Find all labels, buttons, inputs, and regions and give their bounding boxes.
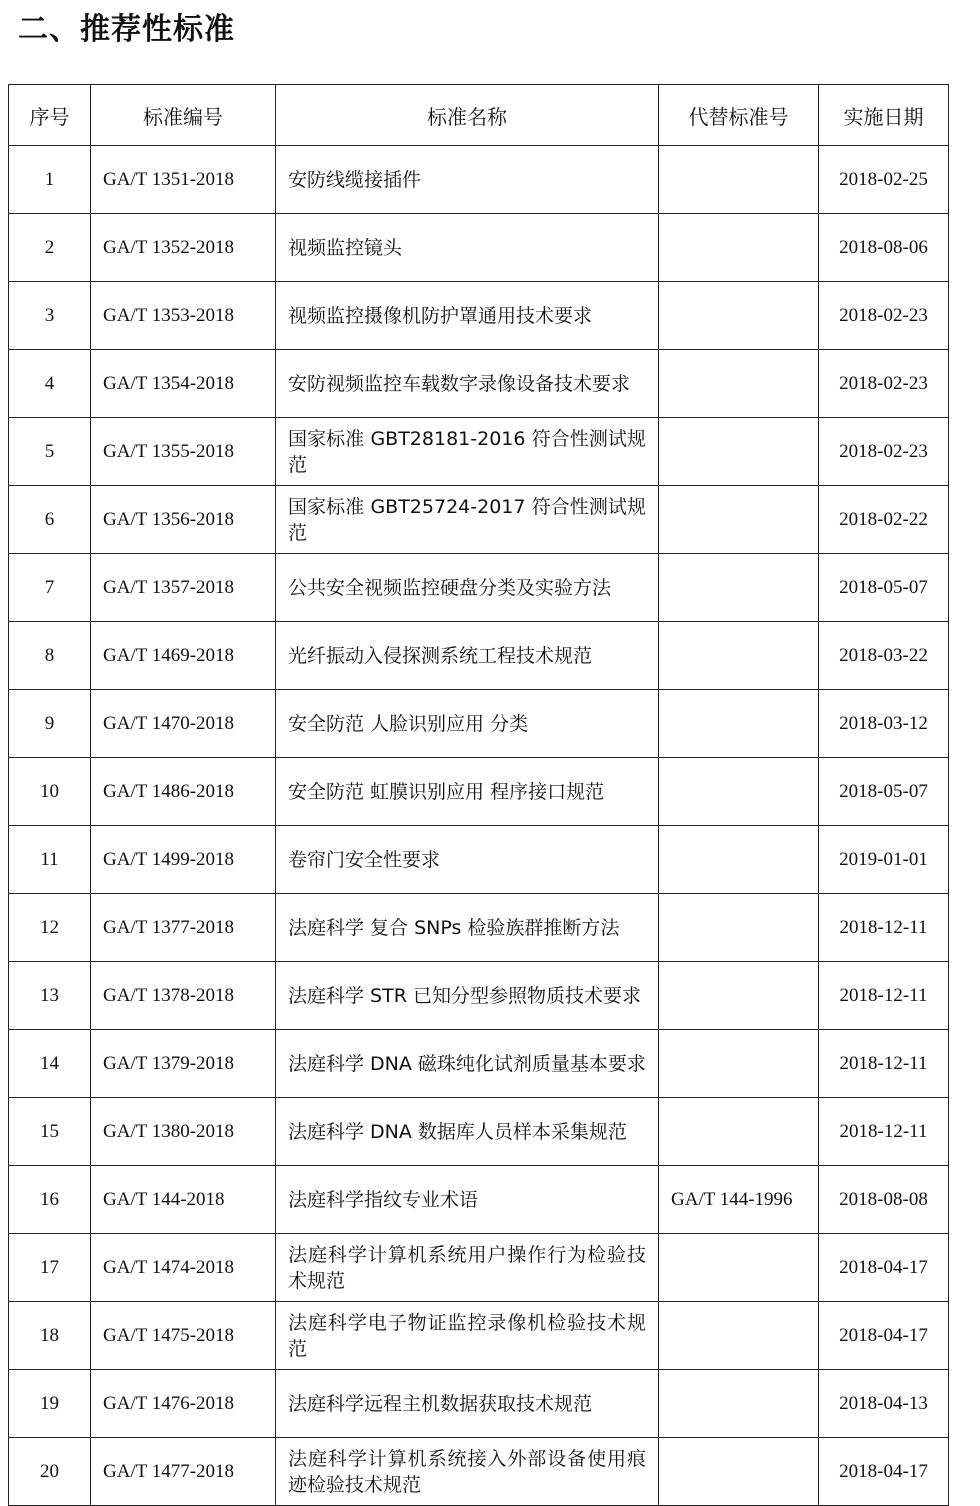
effective-date: 2018-12-11 [819, 1098, 949, 1166]
table-row [9, 214, 949, 282]
table-row [9, 486, 949, 554]
effective-date: 2018-04-13 [819, 1370, 949, 1438]
replaced-standard [659, 962, 819, 1030]
row-number: 15 [9, 1098, 91, 1166]
standard-name: 视频监控镜头 [276, 214, 659, 282]
table-body [9, 146, 949, 1506]
standard-name: 卷帘门安全性要求 [276, 826, 659, 894]
standard-code: GA/T 1352-2018 [91, 214, 276, 282]
standard-name: 法庭科学电子物证监控录像机检验技术规范 [276, 1302, 659, 1370]
header-code: 标准编号 [91, 85, 276, 146]
standard-code: GA/T 1353-2018 [91, 282, 276, 350]
row-number: 20 [9, 1438, 91, 1506]
effective-date: 2018-12-11 [819, 1030, 949, 1098]
effective-date: 2018-12-11 [819, 894, 949, 962]
table-row [9, 282, 949, 350]
standard-code: GA/T 1474-2018 [91, 1234, 276, 1302]
standard-name: 视频监控摄像机防护罩通用技术要求 [276, 282, 659, 350]
row-number: 2 [9, 214, 91, 282]
effective-date: 2018-02-25 [819, 146, 949, 214]
row-number: 1 [9, 146, 91, 214]
standard-code: GA/T 1477-2018 [91, 1438, 276, 1506]
table-row [9, 1438, 949, 1506]
effective-date: 2018-12-11 [819, 962, 949, 1030]
table-row [9, 1098, 949, 1166]
header-name: 标准名称 [276, 85, 659, 146]
standard-name: 法庭科学 复合 SNPs 检验族群推断方法 [276, 894, 659, 962]
section-title: 二、推荐性标准 [18, 12, 235, 47]
effective-date: 2018-05-07 [819, 554, 949, 622]
row-number: 13 [9, 962, 91, 1030]
row-number: 12 [9, 894, 91, 962]
standard-name: 安全防范 人脸识别应用 分类 [276, 690, 659, 758]
standards-table [8, 84, 949, 1506]
effective-date: 2019-01-01 [819, 826, 949, 894]
standard-code: GA/T 1470-2018 [91, 690, 276, 758]
effective-date: 2018-02-23 [819, 350, 949, 418]
effective-date: 2018-08-08 [819, 1166, 949, 1234]
row-number: 8 [9, 622, 91, 690]
effective-date: 2018-04-17 [819, 1302, 949, 1370]
standard-code: GA/T 1354-2018 [91, 350, 276, 418]
standard-code: GA/T 1475-2018 [91, 1302, 276, 1370]
table-row [9, 350, 949, 418]
effective-date: 2018-02-23 [819, 418, 949, 486]
standard-name: 安防线缆接插件 [276, 146, 659, 214]
standard-code: GA/T 1357-2018 [91, 554, 276, 622]
standard-name: 国家标准 GBT28181-2016 符合性测试规范 [276, 418, 659, 486]
standard-name: 法庭科学计算机系统接入外部设备使用痕迹检验技术规范 [276, 1438, 659, 1506]
table-row [9, 962, 949, 1030]
replaced-standard [659, 1370, 819, 1438]
standard-code: GA/T 1377-2018 [91, 894, 276, 962]
row-number: 10 [9, 758, 91, 826]
table-row [9, 690, 949, 758]
replaced-standard [659, 554, 819, 622]
replaced-standard [659, 418, 819, 486]
replaced-standard [659, 1234, 819, 1302]
standard-name: 法庭科学 DNA 数据库人员样本采集规范 [276, 1098, 659, 1166]
row-number: 3 [9, 282, 91, 350]
row-number: 14 [9, 1030, 91, 1098]
replaced-standard [659, 1098, 819, 1166]
row-number: 5 [9, 418, 91, 486]
row-number: 6 [9, 486, 91, 554]
standard-code: GA/T 1355-2018 [91, 418, 276, 486]
row-number: 11 [9, 826, 91, 894]
table-row [9, 622, 949, 690]
effective-date: 2018-02-23 [819, 282, 949, 350]
effective-date: 2018-03-22 [819, 622, 949, 690]
row-number: 9 [9, 690, 91, 758]
table-header-row [9, 85, 949, 146]
standard-name: 法庭科学 STR 已知分型参照物质技术要求 [276, 962, 659, 1030]
table-row [9, 418, 949, 486]
replaced-standard [659, 282, 819, 350]
replaced-standard [659, 826, 819, 894]
table-row [9, 1030, 949, 1098]
standard-name: 公共安全视频监控硬盘分类及实验方法 [276, 554, 659, 622]
effective-date: 2018-03-12 [819, 690, 949, 758]
table-row [9, 1302, 949, 1370]
replaced-standard [659, 146, 819, 214]
standard-code: GA/T 1380-2018 [91, 1098, 276, 1166]
standard-name: 法庭科学远程主机数据获取技术规范 [276, 1370, 659, 1438]
row-number: 7 [9, 554, 91, 622]
effective-date: 2018-05-07 [819, 758, 949, 826]
replaced-standard [659, 1302, 819, 1370]
replaced-standard [659, 894, 819, 962]
table-row [9, 1234, 949, 1302]
table-row [9, 554, 949, 622]
standard-code: GA/T 144-2018 [91, 1166, 276, 1234]
table-row [9, 826, 949, 894]
replaced-standard [659, 214, 819, 282]
table-row [9, 1370, 949, 1438]
header-no: 序号 [9, 85, 91, 146]
row-number: 17 [9, 1234, 91, 1302]
effective-date: 2018-08-06 [819, 214, 949, 282]
row-number: 18 [9, 1302, 91, 1370]
header-replaces: 代替标准号 [659, 85, 819, 146]
standard-code: GA/T 1379-2018 [91, 1030, 276, 1098]
row-number: 4 [9, 350, 91, 418]
replaced-standard [659, 622, 819, 690]
table-row [9, 146, 949, 214]
standard-name: 光纤振动入侵探测系统工程技术规范 [276, 622, 659, 690]
effective-date: 2018-04-17 [819, 1438, 949, 1506]
table-row [9, 758, 949, 826]
table-row [9, 1166, 949, 1234]
standard-name: 法庭科学计算机系统用户操作行为检验技术规范 [276, 1234, 659, 1302]
standard-code: GA/T 1351-2018 [91, 146, 276, 214]
effective-date: 2018-02-22 [819, 486, 949, 554]
replaced-standard [659, 350, 819, 418]
standard-code: GA/T 1499-2018 [91, 826, 276, 894]
standard-code: GA/T 1356-2018 [91, 486, 276, 554]
standard-name: 法庭科学 DNA 磁珠纯化试剂质量基本要求 [276, 1030, 659, 1098]
replaced-standard [659, 1030, 819, 1098]
standard-code: GA/T 1486-2018 [91, 758, 276, 826]
replaced-standard [659, 1438, 819, 1506]
standard-name: 法庭科学指纹专业术语 [276, 1166, 659, 1234]
standard-code: GA/T 1469-2018 [91, 622, 276, 690]
effective-date: 2018-04-17 [819, 1234, 949, 1302]
standard-code: GA/T 1476-2018 [91, 1370, 276, 1438]
table-row [9, 894, 949, 962]
standard-name: 安防视频监控车载数字录像设备技术要求 [276, 350, 659, 418]
row-number: 19 [9, 1370, 91, 1438]
header-date: 实施日期 [819, 85, 949, 146]
replaced-standard [659, 758, 819, 826]
replaced-standard [659, 486, 819, 554]
replaced-standard [659, 690, 819, 758]
standard-name: 国家标准 GBT25724-2017 符合性测试规范 [276, 486, 659, 554]
standard-name: 安全防范 虹膜识别应用 程序接口规范 [276, 758, 659, 826]
standard-code: GA/T 1378-2018 [91, 962, 276, 1030]
row-number: 16 [9, 1166, 91, 1234]
replaced-standard: GA/T 144-1996 [659, 1166, 819, 1234]
